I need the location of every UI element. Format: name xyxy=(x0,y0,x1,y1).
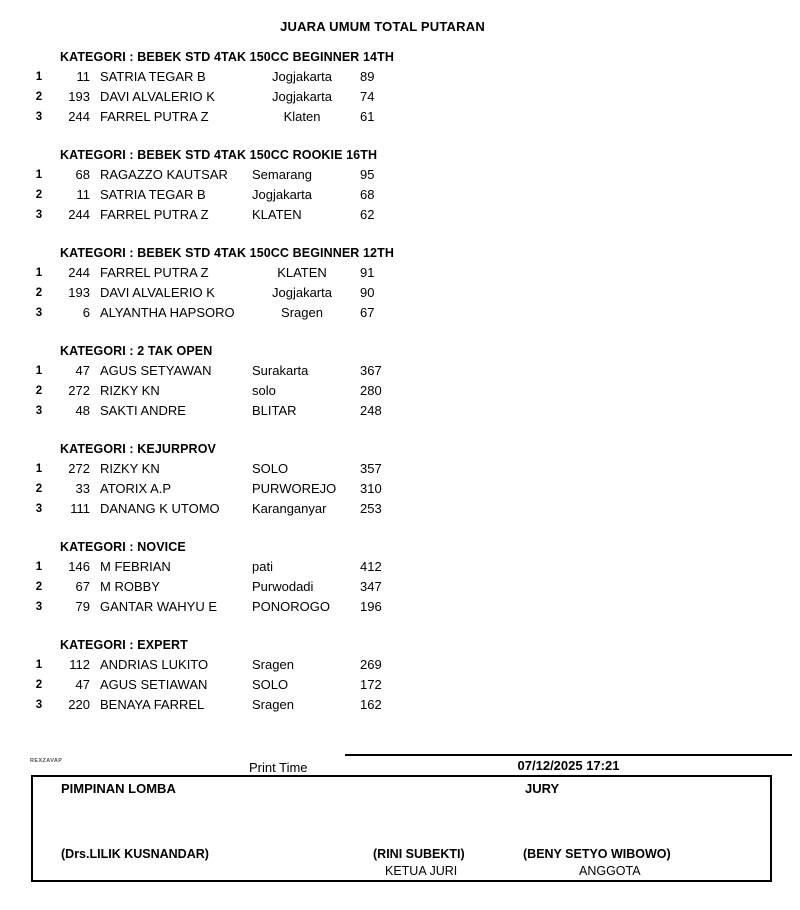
signature-role-ketua-juri: KETUA JURI xyxy=(385,864,458,878)
cell-rank: 3 xyxy=(35,307,43,319)
cell-score: 280 xyxy=(360,383,382,398)
category-rows xyxy=(0,67,800,127)
category-title: KATEGORI : EXPERT xyxy=(60,638,188,652)
print-time-value: 07/12/2025 17:21 xyxy=(517,758,620,773)
category-section xyxy=(0,148,800,225)
cell-score: 412 xyxy=(360,559,382,574)
cell-city: Sragen xyxy=(281,305,323,320)
signature-name-pimpinan-lomba: (Drs.LILIK KUSNANDAR) xyxy=(61,847,209,861)
cell-rank: 1 xyxy=(35,267,43,279)
cell-city: PONOROGO xyxy=(252,599,331,614)
cell-rider-name: ALYANTHA HAPSORO xyxy=(100,305,235,320)
print-time-divider xyxy=(345,754,792,756)
cell-city: Jogjakarta xyxy=(272,285,332,300)
cell-score: 90 xyxy=(360,285,375,300)
category-section xyxy=(0,50,800,127)
cell-rank: 2 xyxy=(35,91,43,103)
cell-city: Jogjakarta xyxy=(272,69,332,84)
cell-start-number: 47 xyxy=(75,677,90,692)
cell-rider-name: DAVI ALVALERIO K xyxy=(100,285,215,300)
cell-score: 196 xyxy=(360,599,382,614)
cell-rider-name: FARREL PUTRA Z xyxy=(100,109,209,124)
cell-rank: 3 xyxy=(35,503,43,515)
cell-start-number: 193 xyxy=(68,285,90,300)
category-rows xyxy=(0,557,800,617)
category-section xyxy=(0,638,800,715)
cell-city: Sragen xyxy=(252,657,294,672)
cell-start-number: 79 xyxy=(75,599,90,614)
cell-rank: 1 xyxy=(35,561,43,573)
cell-rank: 2 xyxy=(35,287,43,299)
table-row xyxy=(0,557,800,577)
cell-start-number: 272 xyxy=(68,383,90,398)
cell-city: KLATEN xyxy=(277,265,327,280)
cell-score: 62 xyxy=(360,207,375,222)
cell-rider-name: M ROBBY xyxy=(100,579,160,594)
cell-rider-name: SAKTI ANDRE xyxy=(100,403,186,418)
cell-score: 367 xyxy=(360,363,382,378)
cell-city: Karanganyar xyxy=(252,501,327,516)
cell-rider-name: BENAYA FARREL xyxy=(100,697,205,712)
category-section xyxy=(0,540,800,617)
cell-rank: 2 xyxy=(35,483,43,495)
cell-score: 95 xyxy=(360,167,375,182)
cell-start-number: 220 xyxy=(68,697,90,712)
cell-rank: 2 xyxy=(35,679,43,691)
cell-city: BLITAR xyxy=(252,403,297,418)
cell-score: 162 xyxy=(360,697,382,712)
cell-city: PURWOREJO xyxy=(252,481,337,496)
table-row xyxy=(0,361,800,381)
cell-score: 269 xyxy=(360,657,382,672)
category-rows xyxy=(0,165,800,225)
cell-rider-name: FARREL PUTRA Z xyxy=(100,265,209,280)
cell-city: SOLO xyxy=(252,677,289,692)
cell-city: pati xyxy=(252,559,273,574)
category-rows xyxy=(0,459,800,519)
cell-score: 310 xyxy=(360,481,382,496)
table-row xyxy=(0,67,800,87)
table-row xyxy=(0,499,800,519)
cell-rider-name: AGUS SETIAWAN xyxy=(100,677,208,692)
cell-rider-name: ANDRIAS LUKITO xyxy=(100,657,209,672)
cell-rider-name: RIZKY KN xyxy=(100,461,160,476)
cell-start-number: 11 xyxy=(76,69,90,84)
cell-rider-name: DANANG K UTOMO xyxy=(100,501,220,516)
category-rows xyxy=(0,655,800,715)
cell-score: 91 xyxy=(360,265,375,280)
table-row xyxy=(0,597,800,617)
category-title: KATEGORI : BEBEK STD 4TAK 150CC BEGINNER 14TH xyxy=(60,50,394,64)
signature-heading-jury: JURY xyxy=(525,781,560,796)
cell-start-number: 244 xyxy=(68,109,90,124)
table-row xyxy=(0,263,800,283)
signature-name-ketua-juri: (RINI SUBEKTI) xyxy=(373,847,465,861)
cell-start-number: 111 xyxy=(70,501,90,516)
cell-start-number: 48 xyxy=(75,403,90,418)
cell-rider-name: RIZKY KN xyxy=(100,383,160,398)
cell-city: Purwodadi xyxy=(252,579,314,594)
cell-rider-name: ATORIX A.P xyxy=(100,481,172,496)
cell-rank: 2 xyxy=(35,189,43,201)
cell-start-number: 67 xyxy=(75,579,90,594)
cell-rider-name: SATRIA TEGAR B xyxy=(100,187,206,202)
cell-start-number: 6 xyxy=(82,305,90,320)
cell-rider-name: DAVI ALVALERIO K xyxy=(100,89,215,104)
cell-city: solo xyxy=(252,383,276,398)
cell-city: KLATEN xyxy=(252,207,302,222)
print-time-label: Print Time xyxy=(249,760,308,775)
signature-box xyxy=(31,775,772,882)
cell-rank: 3 xyxy=(35,699,43,711)
cell-score: 253 xyxy=(360,501,382,516)
table-row xyxy=(0,107,800,127)
cell-city: Jogjakarta xyxy=(272,89,332,104)
cell-score: 248 xyxy=(360,403,382,418)
cell-rank: 3 xyxy=(35,111,43,123)
cell-start-number: 33 xyxy=(75,481,90,496)
cell-city: Klaten xyxy=(283,109,321,124)
category-section xyxy=(0,246,800,323)
cell-rider-name: RAGAZZO KAUTSAR xyxy=(100,167,228,182)
cell-score: 347 xyxy=(360,579,382,594)
cell-rank: 1 xyxy=(35,169,43,181)
table-row xyxy=(0,381,800,401)
cell-city: Sragen xyxy=(252,697,294,712)
cell-start-number: 193 xyxy=(68,89,90,104)
page-title: JUARA UMUM TOTAL PUTARAN xyxy=(280,19,485,34)
cell-rider-name: SATRIA TEGAR B xyxy=(100,69,206,84)
cell-city: Semarang xyxy=(252,167,312,182)
cell-start-number: 244 xyxy=(68,265,90,280)
cell-rank: 3 xyxy=(35,209,43,221)
category-rows xyxy=(0,361,800,421)
cell-rank: 1 xyxy=(35,365,43,377)
table-row xyxy=(0,655,800,675)
results-list xyxy=(0,50,800,736)
signature-name-anggota: (BENY SETYO WIBOWO) xyxy=(523,847,671,861)
category-title: KATEGORI : KEJURPROV xyxy=(60,442,216,456)
category-title: KATEGORI : NOVICE xyxy=(60,540,186,554)
cell-start-number: 272 xyxy=(68,461,90,476)
cell-start-number: 47 xyxy=(75,363,90,378)
cell-rider-name: AGUS SETYAWAN xyxy=(100,363,212,378)
cell-rank: 1 xyxy=(35,463,43,475)
table-row xyxy=(0,695,800,715)
cell-start-number: 146 xyxy=(68,559,90,574)
table-row xyxy=(0,479,800,499)
cell-rank: 1 xyxy=(35,659,43,671)
table-row xyxy=(0,87,800,107)
cell-rank: 1 xyxy=(35,71,43,83)
cell-city: Surakarta xyxy=(252,363,309,378)
table-row xyxy=(0,675,800,695)
table-row xyxy=(0,205,800,225)
footer xyxy=(0,745,800,910)
cell-rank: 3 xyxy=(35,601,43,613)
category-title: KATEGORI : 2 TAK OPEN xyxy=(60,344,213,358)
table-row xyxy=(0,401,800,421)
table-row xyxy=(0,303,800,323)
table-row xyxy=(0,185,800,205)
cell-score: 61 xyxy=(360,109,375,124)
cell-score: 172 xyxy=(360,677,382,692)
table-row xyxy=(0,165,800,185)
cell-start-number: 68 xyxy=(75,167,90,182)
signature-role-anggota: ANGGOTA xyxy=(579,864,641,878)
category-title: KATEGORI : BEBEK STD 4TAK 150CC ROOKIE 16TH xyxy=(60,148,378,162)
table-row xyxy=(0,459,800,479)
cell-rank: 2 xyxy=(35,385,43,397)
cell-score: 68 xyxy=(360,187,375,202)
category-title: KATEGORI : BEBEK STD 4TAK 150CC BEGINNER 12TH xyxy=(60,246,394,260)
category-section xyxy=(0,344,800,421)
watermark-logo: REXZAVAP xyxy=(30,758,63,764)
cell-rank: 3 xyxy=(35,405,43,417)
cell-rider-name: FARREL PUTRA Z xyxy=(100,207,209,222)
cell-start-number: 112 xyxy=(69,657,90,672)
cell-start-number: 244 xyxy=(68,207,90,222)
cell-score: 67 xyxy=(360,305,375,320)
signature-heading-pimpinan-lomba: PIMPINAN LOMBA xyxy=(61,781,176,796)
category-section xyxy=(0,442,800,519)
cell-start-number: 11 xyxy=(76,187,90,202)
table-row xyxy=(0,283,800,303)
cell-city: Jogjakarta xyxy=(252,187,312,202)
table-row xyxy=(0,577,800,597)
cell-city: SOLO xyxy=(252,461,289,476)
cell-rank: 2 xyxy=(35,581,43,593)
cell-score: 74 xyxy=(360,89,375,104)
category-rows xyxy=(0,263,800,323)
cell-score: 357 xyxy=(360,461,382,476)
cell-score: 89 xyxy=(360,69,375,84)
cell-rider-name: M FEBRIAN xyxy=(100,559,171,574)
cell-rider-name: GANTAR WAHYU E xyxy=(100,599,218,614)
